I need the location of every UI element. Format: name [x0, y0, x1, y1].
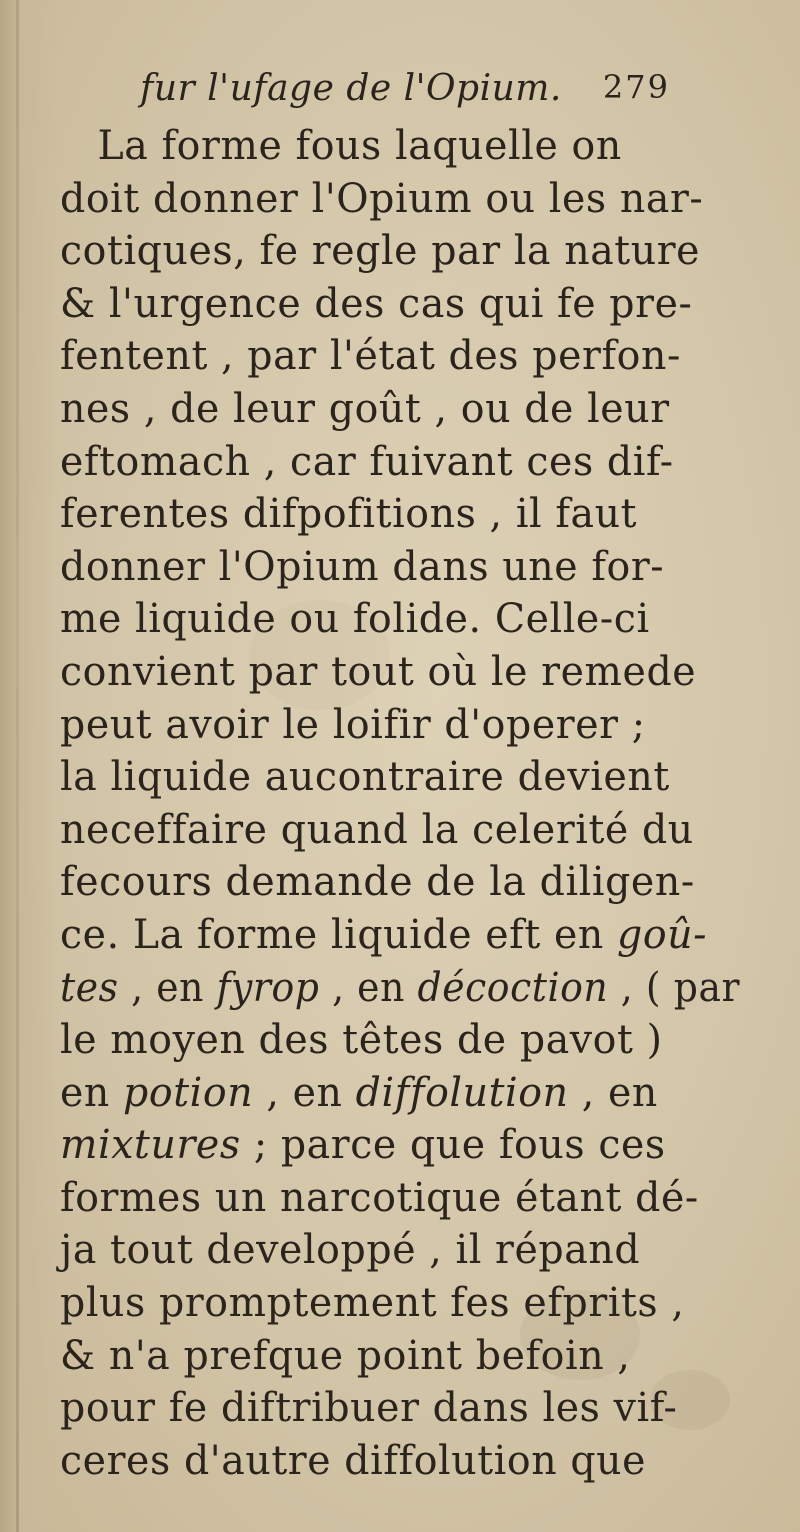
italic-text-run: décoction	[417, 964, 609, 1011]
italic-text-run: mixtures	[60, 1122, 241, 1169]
text-line	[60, 173, 740, 226]
text-run: donner l'Opium dans une for-	[60, 543, 665, 590]
text-line	[60, 383, 740, 436]
text-run: doit donner l'Opium ou les nar-	[60, 175, 704, 222]
text-run: fecours demande de la diligen-	[60, 859, 695, 906]
body-text	[60, 120, 750, 1487]
italic-text-run: diffolution	[355, 1069, 569, 1116]
text-run: neceffaire quand la celerité du	[60, 806, 694, 853]
text-run: , ( par	[608, 964, 741, 1011]
text-run: en	[60, 1069, 124, 1116]
text-run: formes un narcotique étant dé-	[60, 1174, 699, 1221]
text-line	[60, 1382, 740, 1435]
text-line	[60, 593, 740, 646]
text-line	[60, 1172, 740, 1225]
text-run: La forme fous laquelle on	[97, 123, 622, 169]
text-run: , en	[253, 1069, 356, 1116]
text-run: plus promptement fes efprits ,	[60, 1280, 685, 1327]
page-number: 279	[602, 68, 670, 106]
text-line	[60, 962, 741, 1015]
text-run: pour fe diftribuer dans les vif-	[60, 1385, 678, 1432]
text-line	[60, 804, 740, 857]
text-run: convient par tout où le remede	[60, 648, 697, 695]
text-line	[60, 1330, 740, 1383]
italic-text-run: goû-	[616, 911, 708, 958]
text-run: la liquide aucontraire devient	[60, 754, 670, 801]
text-line	[60, 1067, 740, 1120]
text-line	[60, 488, 740, 541]
binding-edge	[16, 0, 19, 1532]
text-line	[60, 1435, 740, 1488]
text-line	[60, 330, 740, 383]
text-run: ja tout developpé , il répand	[60, 1227, 641, 1274]
text-run: & n'a prefque point befoin ,	[60, 1332, 631, 1379]
text-line	[60, 699, 740, 752]
text-run: ce. La forme liquide eft en	[60, 911, 617, 958]
text-run: , en	[118, 964, 217, 1011]
running-head: fur l'ufage de l'Opium.	[140, 68, 562, 109]
text-line	[60, 856, 740, 909]
text-run: cotiques, fe regle par la nature	[60, 228, 701, 275]
page-header	[140, 68, 670, 118]
text-run: ceres d'autre diffolution que	[60, 1437, 647, 1484]
italic-text-run: tes	[60, 964, 119, 1011]
text-line	[60, 1014, 740, 1067]
italic-text-run: potion	[123, 1069, 254, 1116]
text-run: ; parce que fous ces	[240, 1122, 666, 1169]
text-run: , en	[319, 964, 418, 1011]
text-run: le moyen des têtes de pavot )	[60, 1017, 663, 1064]
text-run: ferentes difpofitions , il faut	[60, 491, 638, 538]
text-run: & l'urgence des cas qui fe pre-	[60, 280, 693, 327]
text-run: me liquide ou folide. Celle-ci	[60, 596, 650, 643]
text-line	[60, 120, 740, 173]
text-line	[60, 909, 740, 962]
text-line	[60, 278, 740, 331]
text-line	[60, 1224, 740, 1277]
text-run: peut avoir le loifir d'operer ;	[60, 701, 646, 748]
text-line	[60, 541, 740, 594]
text-run: , en	[568, 1069, 658, 1116]
binding-gutter	[0, 0, 60, 1532]
text-line	[60, 1277, 740, 1330]
text-line	[60, 1119, 740, 1172]
text-line	[60, 436, 740, 489]
text-run: fentent , par l'état des perfon-	[60, 333, 681, 380]
text-line	[60, 751, 740, 804]
text-line	[60, 225, 740, 278]
text-line	[60, 646, 740, 699]
text-run: eftomach , car fuivant ces dif-	[60, 438, 674, 485]
text-run: nes , de leur goût , ou de leur	[60, 385, 670, 432]
italic-text-run: fyrop	[216, 964, 320, 1011]
